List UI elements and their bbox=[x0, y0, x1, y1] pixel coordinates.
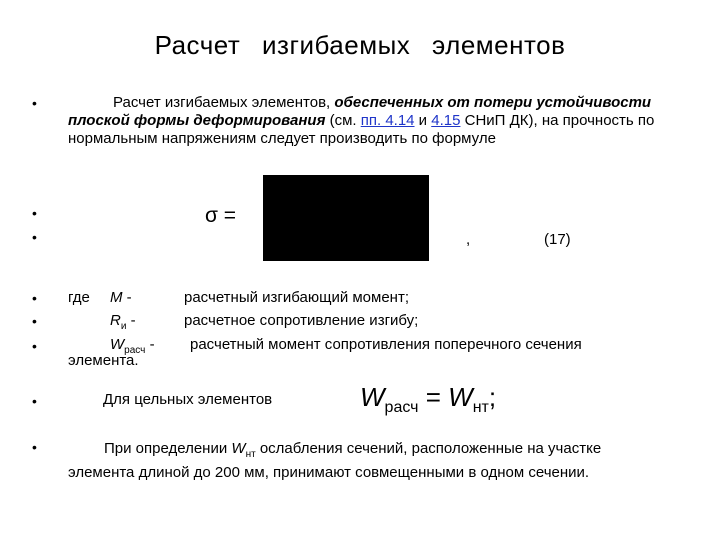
definition-intro: где bbox=[68, 289, 90, 306]
bullet: • bbox=[32, 290, 37, 306]
link-section-4-15[interactable]: 4.15 bbox=[431, 112, 461, 129]
bullet: • bbox=[32, 313, 37, 329]
formula-comma: , bbox=[466, 231, 471, 248]
bullet: • bbox=[32, 229, 37, 245]
definition-m-symbol: M - bbox=[110, 289, 132, 306]
note-paragraph: При определении $W_{нт}$ ослабления сечений, расположенные на участке элемента длиной до 200 мм, принимают совмещенными в одном сечении. bbox=[68, 440, 602, 481]
intro-emphasis: обеспеченных от потери устойчивости плоской формы деформирования bbox=[68, 94, 652, 129]
intro-mid: (см. bbox=[325, 112, 361, 129]
page-title: Расчет изгибаемых элементов bbox=[154, 30, 566, 60]
bullet: • bbox=[32, 95, 37, 111]
link-section-4-14[interactable]: пп. 4.14 bbox=[360, 112, 415, 129]
intro-prefix: Расчет изгибаемых элементов, bbox=[113, 94, 335, 111]
intro-suffix: СНиП ДК), на прочность по нормальным напряжениям следует производить по формуле bbox=[68, 112, 655, 147]
bullet: • bbox=[32, 393, 37, 409]
equation-number: (17) bbox=[544, 231, 571, 248]
definition-w-text: расчетный момент сопротивления поперечного сечения bbox=[190, 336, 582, 353]
formula-sigma: σ = bbox=[205, 204, 237, 227]
solid-elements-formula: $W_{расч} = W_{нт}$; bbox=[360, 382, 497, 417]
formula-image bbox=[263, 175, 429, 261]
solid-elements-label: Для цельных элементов bbox=[103, 391, 273, 408]
definition-r-text: расчетное сопротивление изгибу; bbox=[184, 312, 419, 329]
definition-w-symbol: $W_{расч}$ - bbox=[110, 336, 155, 356]
definition-r-symbol: $R_и$ - bbox=[110, 312, 136, 332]
definition-m-text: расчетный изгибающий момент; bbox=[184, 289, 409, 306]
definition-w-text-cont: элемента. bbox=[68, 352, 139, 369]
bullet: • bbox=[32, 439, 37, 455]
bullet: • bbox=[32, 338, 37, 354]
intro-paragraph bbox=[68, 94, 678, 148]
intro-and: и bbox=[414, 112, 432, 129]
bullet: • bbox=[32, 205, 37, 221]
